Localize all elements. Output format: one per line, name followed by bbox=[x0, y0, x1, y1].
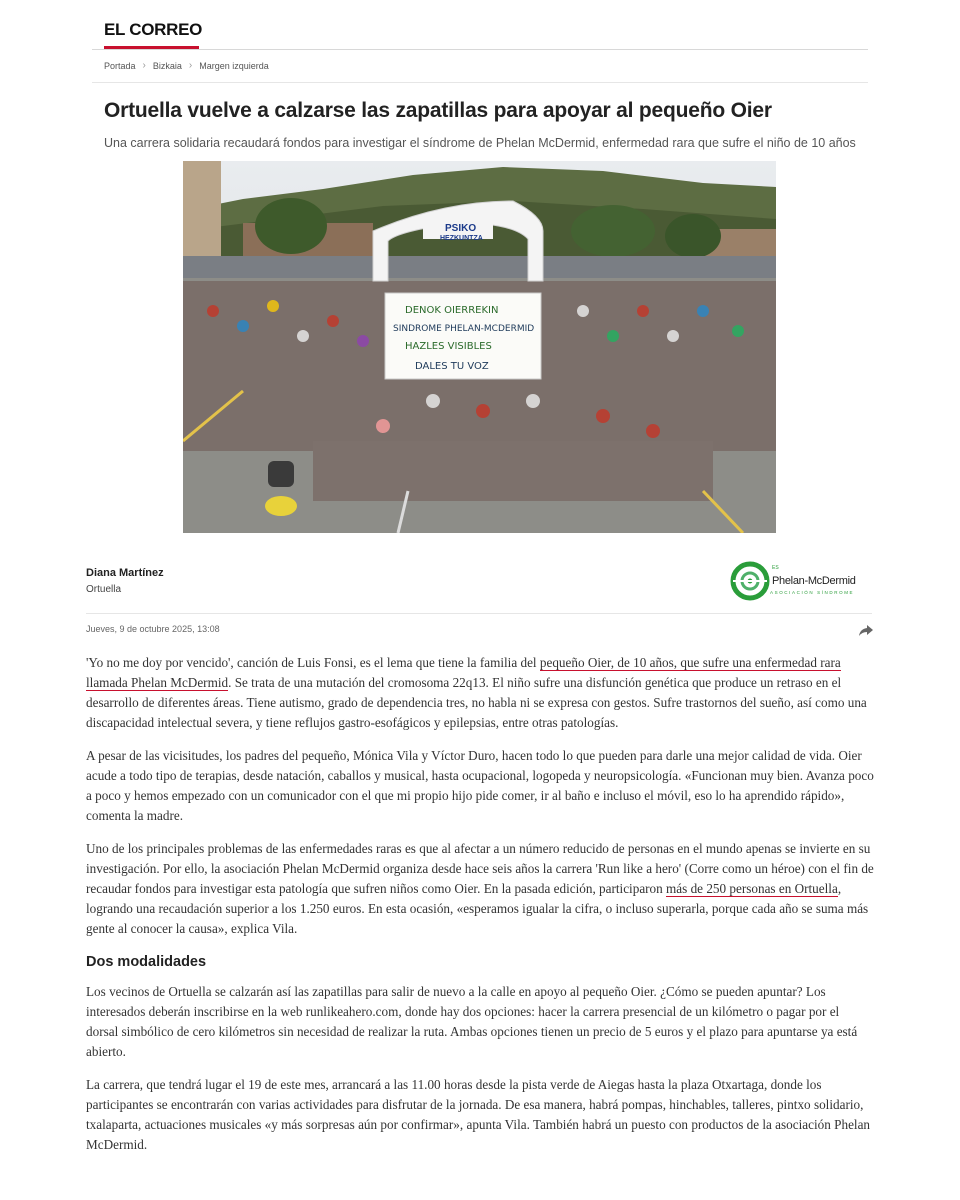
paragraph-4: Los vecinos de Ortuella se calzarán así las zapatillas para salir de nuevo a la calle en apoyo al pequeño Oier. ¿Cómo se pueden apuntar? Los interesados deberán inscribirse en la web runlikeahero.com, donde hay dos opciones: hacer la carrera presencial de un kilómetro o pagar por el dorsal simbólico de cero kilómetros sin necesidad de realizar la ruta. Ambas opciones tienen un precio de 5 euros y el plazo para apuntarse ya está abierto. bbox=[86, 984, 858, 1059]
banner-line-4: DALES TU VOZ bbox=[415, 361, 489, 372]
paragraph-1: 'Yo no me doy por vencido', canción de Luis Fonsi, es el lema que tiene la familia del pequeño Oier, de 10 años, que sufre una enfermedad rara llamada Phelan McDermid. Se trata de una mutación del cromosoma 22q13. El niño sufre una disfunción genética que produce un retraso en el desarrollo de diferentes áreas. Tiene autismo, grado de dependencia tres, no habla ni se expresa con gestos. Sufre trastornos del sueño, así como una discapacidad intelectual severa, y tiene reflujos gastro-esofágicos y epilepsias, entre otras patologías. bbox=[86, 655, 867, 730]
association-prefix: ES bbox=[772, 565, 779, 571]
paragraph-5: La carrera, que tendrá lugar el 19 de este mes, arrancará a las 11.00 horas desde la pista verde de Aiegas hasta la plaza Otxartaga, donde los participantes se encontrarán con varias actividades para disfrutar de la jornada. De esa manera, habrá pompas, hinchables, talleres, pintxo solidario, txalaparta, actuaciones musicales «y más sorpresas aún por confirmar», apunta Vila. También habrá un puesto con productos de la asociación Phelan McDermid. bbox=[86, 1077, 871, 1152]
association-subtitle: ASOCIACIÓN SÍNDROME bbox=[770, 590, 855, 595]
publish-date: Jueves, 9 de octubre 2025, 13:08 bbox=[86, 624, 220, 634]
association-logo[interactable] bbox=[730, 560, 870, 602]
arch-text-1: PSIKO bbox=[445, 223, 477, 234]
article-body bbox=[86, 653, 874, 1168]
author-name[interactable]: Diana Martínez bbox=[86, 567, 164, 579]
arch-text-2: HEZKUNTZA bbox=[440, 235, 483, 242]
link-oier-enfermedad[interactable]: pequeño Oier, de 10 años, que sufre una enfermedad rara llamada Phelan McDermid bbox=[86, 655, 841, 690]
association-logo-icon bbox=[730, 561, 770, 601]
chevron-right-icon: › bbox=[188, 60, 193, 71]
meta-divider bbox=[86, 613, 872, 614]
paragraph-2: A pesar de las vicisitudes, los padres del pequeño, Mónica Vila y Víctor Duro, hacen todo lo que pueden para darle una mejor calidad de vida. Oier acude a todo tipo de terapias, desde natación, caballos y musical, hasta ocupacional, logopeda y neuropsicología. «Funcionan muy bien. Avanza poco a poco y hemos empezado con un comunicador con el que mi propio hijo pide comer, ir al baño e incluso el móvil, eso lo ha aprendido rápido», comenta la madre. bbox=[86, 748, 874, 823]
author-location: Ortuella bbox=[86, 584, 122, 595]
association-name: Phelan-McDermid bbox=[772, 575, 856, 587]
link-250-personas[interactable]: más de 250 personas en Ortuella bbox=[666, 881, 838, 896]
breadcrumb bbox=[104, 60, 269, 71]
share-arrow-icon[interactable] bbox=[858, 624, 874, 638]
banner-line-2: SINDROME PHELAN-MCDERMID bbox=[393, 324, 535, 334]
banner-line-3: HAZLES VISIBLES bbox=[405, 341, 492, 352]
article-subtitle: Una carrera solidaria recaudará fondos para investigar el síndrome de Phelan McDermid, enfermedad rara que sufre el niño de 10 años bbox=[104, 136, 856, 150]
article-photo[interactable] bbox=[183, 161, 776, 533]
banner-line-1: DENOK OIERREKIN bbox=[405, 305, 499, 316]
section-heading: Dos modalidades bbox=[86, 954, 207, 970]
group-photo-illustration bbox=[183, 161, 776, 533]
logo-underline bbox=[104, 46, 199, 49]
breadcrumb-margen-izquierda[interactable]: Margen izquierda bbox=[199, 60, 269, 71]
site-logo[interactable]: EL CORREO bbox=[104, 20, 203, 39]
breadcrumb-portada[interactable]: Portada bbox=[104, 60, 136, 71]
site-header bbox=[92, 0, 868, 50]
breadcrumb-divider bbox=[92, 82, 868, 83]
chevron-right-icon: › bbox=[142, 60, 146, 71]
paragraph-3: Uno de los principales problemas de las enfermedades raras es que al afectar a un número reducido de personas en el mundo apenas se invierte en su investigación. Por ello, la asociación Phelan McDermid organiza desde hace seis años la carrera 'Run like a hero' (Corre como un héroe) con el fin de recaudar fondos para investigar esta patología que sufren niños como Oier. En la pasada edición, participaron más de 250 personas en Ortuella, logrando una recaudación superior a los 1.250 euros. En esta ocasión, «esperamos igualar la cifra, o incluso superarla, porque cada año se suma más gente al conocer la causa», explica Vila. bbox=[86, 841, 874, 936]
breadcrumb-bizkaia[interactable]: Bizkaia bbox=[152, 60, 182, 71]
article-title: Ortuella vuelve a calzarse las zapatillas para apoyar al pequeño Oier bbox=[104, 99, 772, 122]
